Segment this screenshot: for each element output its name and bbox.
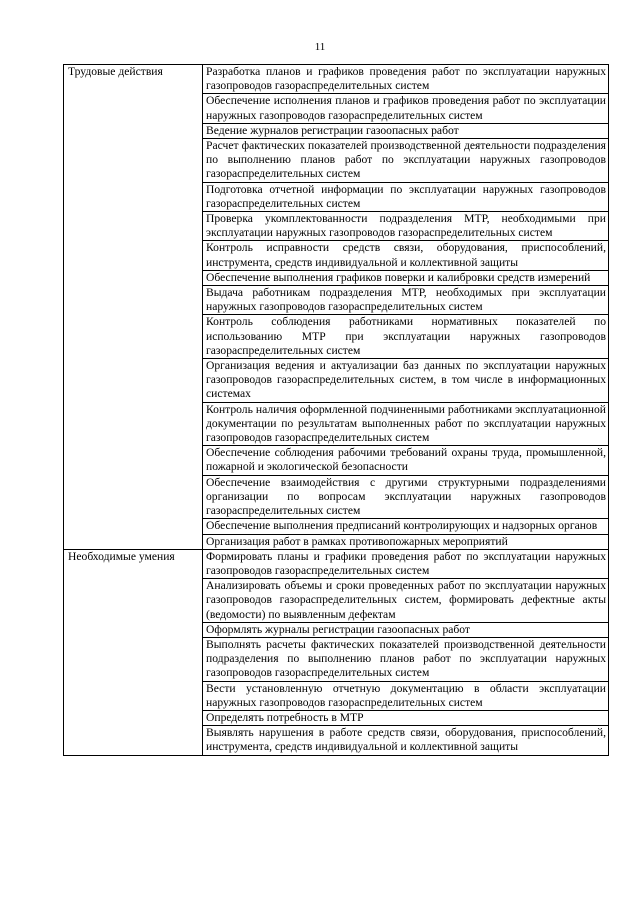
section-item: Организация работ в рамках противопожарных мероприятий	[203, 534, 609, 549]
section-item: Контроль исправности средств связи, оборудования, приспособлений, инструмента, средств индивидуальной и коллективной защиты	[203, 241, 609, 270]
section-item: Обеспечение выполнения графиков поверки и калибровки средств измерений	[203, 270, 609, 285]
section-item: Контроль наличия оформленной подчиненными работниками эксплуатационной документации по результатам выполненных работ по эксплуатации наружных газопроводов газораспределительных систем	[203, 402, 609, 446]
section-item: Обеспечение исполнения планов и графиков проведения работ по эксплуатации наружных газопроводов газораспределительных систем	[203, 94, 609, 123]
section-item: Выявлять нарушения в работе средств связи, оборудования, приспособлений, инструмента, средств индивидуальной и коллективной защиты	[203, 726, 609, 755]
section-item: Анализировать объемы и сроки проведенных работ по эксплуатации наружных газопроводов газораспределительных систем, формировать дефектные акты (ведомости) по выявленным дефектам	[203, 579, 609, 623]
section-item: Расчет фактических показателей производственной деятельности подразделения по выполнению планов работ по эксплуатации наружных газопроводов газораспределительных систем	[203, 139, 609, 183]
page-number: 11	[314, 41, 326, 53]
section-item: Определять потребность в МТР	[203, 710, 609, 725]
section-item: Выполнять расчеты фактических показателей производственной деятельности подразделения по выполнению планов работ по эксплуатации наружных газопроводов газораспределительных систем	[203, 637, 609, 681]
section-item: Проверка укомплектованности подразделения МТР, необходимыми при эксплуатации наружных газопроводов газораспределительных систем	[203, 212, 609, 241]
section-item: Оформлять журналы регистрации газоопасных работ	[203, 622, 609, 637]
section-item: Обеспечение выполнения предписаний контролирующих и надзорных органов	[203, 519, 609, 534]
section-item: Разработка планов и графиков проведения работ по эксплуатации наружных газопроводов газораспределительных систем	[203, 65, 609, 94]
section-item: Ведение журналов регистрации газоопасных работ	[203, 123, 609, 138]
section-item: Организация ведения и актуализации баз данных по эксплуатации наружных газопроводов газораспределительных систем, в том числе в информационных системах	[203, 359, 609, 403]
section-item: Вести установленную отчетную документацию в области эксплуатации наружных газопроводов газораспределительных систем	[203, 681, 609, 710]
section-item: Выдача работникам подразделения МТР, необходимых при эксплуатации наружных газопроводов газораспределительных систем	[203, 286, 609, 315]
section-item: Формировать планы и графики проведения работ по эксплуатации наружных газопроводов газораспределительных систем	[203, 549, 609, 578]
table-row	[64, 549, 609, 578]
table-body	[64, 65, 609, 756]
section-label: Необходимые умения	[64, 549, 203, 755]
labor-functions-table	[63, 64, 609, 756]
table-row	[64, 65, 609, 94]
section-item: Контроль соблюдения работниками нормативных показателей по использованию МТР при эксплуатации наружных газопроводов газораспределительных систем	[203, 315, 609, 359]
section-item: Обеспечение взаимодействия с другими структурными подразделениями организации по вопросам эксплуатации наружных газопроводов газораспределительных систем	[203, 475, 609, 519]
section-label: Трудовые действия	[64, 65, 203, 550]
section-item: Подготовка отчетной информации по эксплуатации наружных газопроводов газораспределительных систем	[203, 182, 609, 211]
section-item: Обеспечение соблюдения рабочими требований охраны труда, промышленной, пожарной и экологической безопасности	[203, 446, 609, 475]
